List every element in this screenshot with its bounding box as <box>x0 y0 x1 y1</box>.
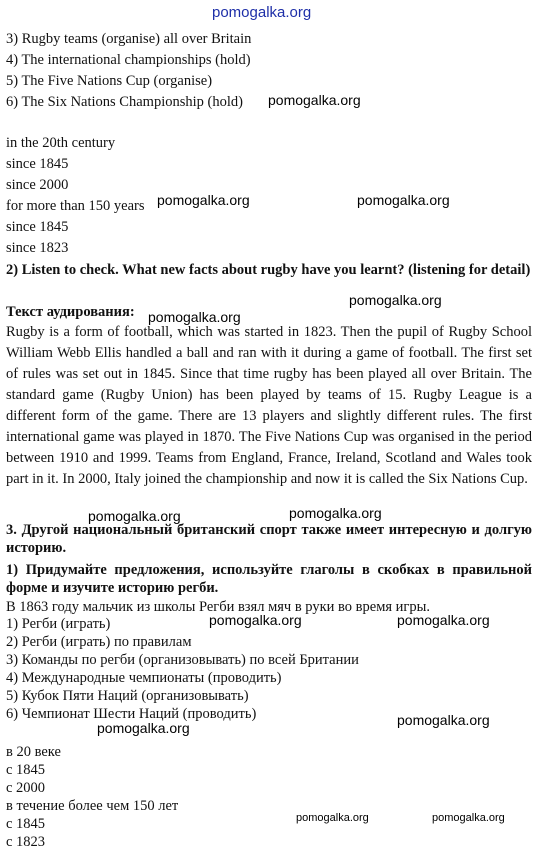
time-item: since 1845 <box>6 156 69 172</box>
watermark: pomogalka.org <box>268 92 361 108</box>
watermark: pomogalka.org <box>397 612 490 628</box>
ru-time-item: с 1845 <box>6 816 46 832</box>
ru-time-item: с 1845 <box>6 762 46 778</box>
verb-item: 4) The international championships (hold) <box>6 52 251 68</box>
transcript-label: Текст аудирования: <box>6 304 135 320</box>
watermark: pomogalka.org <box>296 812 369 824</box>
watermark: pomogalka.org <box>157 192 250 208</box>
time-item: in the 20th century <box>6 135 116 151</box>
watermark: pomogalka.org <box>88 508 181 524</box>
ru-time-item: в течение более чем 150 лет <box>6 798 179 814</box>
watermark: pomogalka.org <box>212 4 312 21</box>
transcript-text: Rugby is a form of football, which was started in 1823. Then the pupil of Rugby School William Webb Ellis handled a ball and ran with it during a game of football. The first set of rules was set out in 1845. Since that time rugby has been played all over Britain. The standard game (Rugby Union) has been played by teams of 15. Rugby League is a different form of the game. There are 13 players and slightly different rules. The first international game was played in 1870. The Five Nations Cup was organised in the period between 1910 and 1999. Teams from England, France, Ireland, Scotland and Wales took part in it. In 2000, Italy joined the championship and now it is called the Six Nations Cup. <box>6 324 532 487</box>
watermark: pomogalka.org <box>357 192 450 208</box>
time-item: since 1845 <box>6 219 69 235</box>
ru-time-item: в 20 веке <box>6 744 61 760</box>
time-item: since 2000 <box>6 177 69 193</box>
verb-item: 3) Rugby teams (organise) all over Britain <box>6 31 252 47</box>
time-item: for more than 150 years <box>6 198 145 214</box>
watermark: pomogalka.org <box>349 292 442 308</box>
ru-heading-1: 1) Придумайте предложения, используйте глаголы в скобках в правильной форме и изучите историю регби. <box>6 562 532 596</box>
verb-item: 6) The Six Nations Championship (hold) <box>6 94 243 110</box>
watermark: pomogalka.org <box>432 812 505 824</box>
task2-heading: 2) Listen to check. What new facts about rugby have you learnt? (listening for detail) <box>6 262 531 278</box>
watermark: pomogalka.org <box>148 309 241 325</box>
verb-item: 5) The Five Nations Cup (organise) <box>6 73 213 89</box>
ru-heading-3: 3. Другой национальный британский спорт также имеет интересную и долгую историю. <box>6 522 532 556</box>
ru-item: 5) Кубок Пяти Наций (организовывать) <box>6 688 249 704</box>
ru-item: 4) Международные чемпионаты (проводить) <box>6 670 282 686</box>
ru-time-item: с 2000 <box>6 780 46 796</box>
ru-time-item: с 1823 <box>6 834 46 850</box>
time-item: since 1823 <box>6 240 69 256</box>
ru-item: 2) Регби (играть) по правилам <box>6 634 192 650</box>
ru-item: 1) Регби (играть) <box>6 616 111 632</box>
ru-item: 3) Команды по регби (организовывать) по всей Британии <box>6 652 359 668</box>
watermark: pomogalka.org <box>289 505 382 521</box>
watermark: pomogalka.org <box>97 720 190 736</box>
watermark: pomogalka.org <box>209 612 302 628</box>
ru-intro: В 1863 году мальчик из школы Регби взял мяч в руки во время игры. <box>6 599 430 615</box>
watermark: pomogalka.org <box>397 712 490 728</box>
ru-item: 6) Чемпионат Шести Наций (проводить) <box>6 706 257 722</box>
